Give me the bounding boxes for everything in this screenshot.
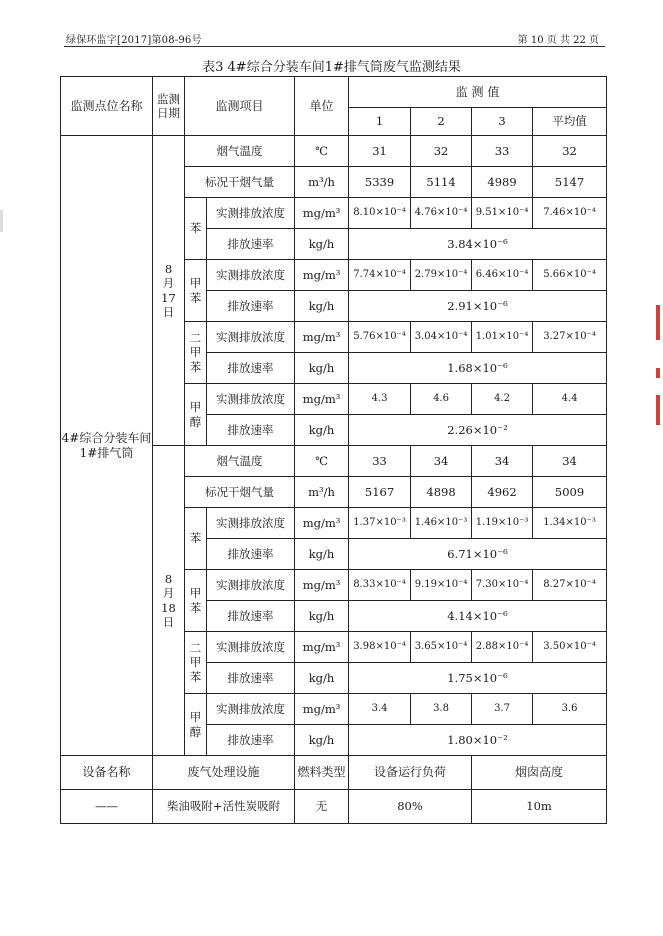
item-rate: 排放速率 bbox=[207, 725, 295, 756]
pollutant-methanol bbox=[185, 694, 207, 756]
pollutant-methanol bbox=[185, 384, 207, 446]
item-conc: 实测排放浓度 bbox=[207, 384, 295, 415]
unit-temp: ℃ bbox=[295, 136, 349, 167]
value-cell: 34 bbox=[533, 446, 607, 477]
item-conc: 实测排放浓度 bbox=[207, 260, 295, 291]
pollutant-toluene bbox=[185, 260, 207, 322]
date-cell-char: 月 bbox=[162, 276, 175, 291]
pollutant-methanol-char: 甲 bbox=[189, 710, 202, 725]
item-rate: 排放速率 bbox=[207, 539, 295, 570]
item-rate: 排放速率 bbox=[207, 663, 295, 694]
unit-flow: m³/h bbox=[295, 477, 349, 508]
table-row bbox=[61, 136, 607, 167]
equip-height: 10m bbox=[472, 790, 607, 824]
value-cell: 3.98×10⁻⁴ bbox=[349, 632, 411, 663]
item-conc: 实测排放浓度 bbox=[207, 198, 295, 229]
value-cell: 31 bbox=[349, 136, 411, 167]
pollutant-xylene bbox=[185, 322, 207, 384]
equip-fuel-header: 燃料类型 bbox=[295, 756, 349, 790]
value-cell: 5.76×10⁻⁴ bbox=[349, 322, 411, 353]
date-cell-char: 8 bbox=[164, 261, 173, 276]
col-item-header: 监测项目 bbox=[185, 77, 295, 136]
equip-fuel: 无 bbox=[295, 790, 349, 824]
value-cell: 3.4 bbox=[349, 694, 411, 725]
scan-edge-mark bbox=[0, 210, 3, 232]
page-info: 第 10 页 共 22 页 bbox=[517, 35, 599, 46]
value-cell: 4.3 bbox=[349, 384, 411, 415]
date-cell-char: 日 bbox=[162, 614, 175, 629]
unit-rate: kg/h bbox=[295, 353, 349, 384]
value-cell: 1.37×10⁻³ bbox=[349, 508, 411, 539]
value-cell: 1.01×10⁻⁴ bbox=[472, 322, 533, 353]
value-cell: 8.33×10⁻⁴ bbox=[349, 570, 411, 601]
rate-value: 4.14×10⁻⁶ bbox=[349, 601, 607, 632]
value-cell: 4989 bbox=[472, 167, 533, 198]
monitoring-results-table bbox=[60, 76, 607, 824]
date-cell-char: 月 bbox=[162, 586, 175, 601]
value-cell: 8.10×10⁻⁴ bbox=[349, 198, 411, 229]
unit-rate: kg/h bbox=[295, 725, 349, 756]
pollutant-xylene-char: 二 bbox=[189, 330, 202, 345]
unit-rate: kg/h bbox=[295, 291, 349, 322]
rate-value: 1.80×10⁻² bbox=[349, 725, 607, 756]
value-cell: 4898 bbox=[411, 477, 472, 508]
unit-conc: mg/m³ bbox=[295, 260, 349, 291]
value-cell: 4.76×10⁻⁴ bbox=[411, 198, 472, 229]
item-flow: 标况干烟气量 bbox=[185, 477, 295, 508]
pollutant-xylene-char: 苯 bbox=[189, 359, 202, 374]
pollutant-toluene bbox=[185, 570, 207, 632]
equip-height-header: 烟囱高度 bbox=[472, 756, 607, 790]
value-cell: 1.34×10⁻³ bbox=[533, 508, 607, 539]
value-cell: 3.65×10⁻⁴ bbox=[411, 632, 472, 663]
report-number: 绿保环监字[2017]第08-96号 bbox=[66, 35, 202, 46]
table-row bbox=[61, 77, 607, 108]
pollutant-xylene bbox=[185, 632, 207, 694]
rate-value: 2.26×10⁻² bbox=[349, 415, 607, 446]
value-cell: 4.6 bbox=[411, 384, 472, 415]
unit-rate: kg/h bbox=[295, 601, 349, 632]
pollutant-benzene bbox=[185, 508, 207, 570]
value-cell: 34 bbox=[472, 446, 533, 477]
pollutant-xylene-char: 苯 bbox=[189, 669, 202, 684]
unit-conc: mg/m³ bbox=[295, 570, 349, 601]
col-c1-header: 1 bbox=[349, 108, 411, 136]
value-cell: 1.46×10⁻³ bbox=[411, 508, 472, 539]
unit-conc: mg/m³ bbox=[295, 384, 349, 415]
rate-value: 1.68×10⁻⁶ bbox=[349, 353, 607, 384]
scan-edge-mark bbox=[656, 395, 660, 425]
unit-conc: mg/m³ bbox=[295, 508, 349, 539]
pollutant-benzene bbox=[185, 198, 207, 260]
equip-treatment-header: 废气处理设施 bbox=[153, 756, 295, 790]
equip-load: 80% bbox=[349, 790, 472, 824]
item-conc: 实测排放浓度 bbox=[207, 570, 295, 601]
date-cell-char: 17 bbox=[161, 290, 176, 305]
item-rate: 排放速率 bbox=[207, 291, 295, 322]
value-cell: 3.27×10⁻⁴ bbox=[533, 322, 607, 353]
item-rate: 排放速率 bbox=[207, 415, 295, 446]
value-cell: 9.19×10⁻⁴ bbox=[411, 570, 472, 601]
date-cell-char: 日 bbox=[162, 304, 175, 319]
value-cell: 2.79×10⁻⁴ bbox=[411, 260, 472, 291]
rate-value: 2.91×10⁻⁶ bbox=[349, 291, 607, 322]
item-conc: 实测排放浓度 bbox=[207, 508, 295, 539]
value-cell: 4962 bbox=[472, 477, 533, 508]
value-cell: 4.4 bbox=[533, 384, 607, 415]
unit-conc: mg/m³ bbox=[295, 632, 349, 663]
value-cell: 4.2 bbox=[472, 384, 533, 415]
col-unit-header: 单位 bbox=[295, 77, 349, 136]
pollutant-methanol-char: 醇 bbox=[189, 414, 202, 429]
value-cell: 3.7 bbox=[472, 694, 533, 725]
unit-rate: kg/h bbox=[295, 229, 349, 260]
date-cell bbox=[153, 446, 185, 756]
rate-value: 1.75×10⁻⁶ bbox=[349, 663, 607, 694]
scan-edge-mark bbox=[656, 368, 660, 378]
item-flow: 标况干烟气量 bbox=[185, 167, 295, 198]
value-cell: 5147 bbox=[533, 167, 607, 198]
value-cell: 32 bbox=[533, 136, 607, 167]
unit-flow: m³/h bbox=[295, 167, 349, 198]
item-conc: 实测排放浓度 bbox=[207, 322, 295, 353]
item-conc: 实测排放浓度 bbox=[207, 632, 295, 663]
unit-conc: mg/m³ bbox=[295, 694, 349, 725]
pollutant-xylene-char: 甲 bbox=[189, 655, 202, 670]
header-divider bbox=[64, 46, 605, 47]
value-cell: 7.46×10⁻⁴ bbox=[533, 198, 607, 229]
value-cell: 3.8 bbox=[411, 694, 472, 725]
item-temp: 烟气温度 bbox=[185, 136, 295, 167]
value-cell: 3.04×10⁻⁴ bbox=[411, 322, 472, 353]
item-rate: 排放速率 bbox=[207, 353, 295, 384]
value-cell: 5.66×10⁻⁴ bbox=[533, 260, 607, 291]
value-cell: 6.46×10⁻⁴ bbox=[472, 260, 533, 291]
pollutant-benzene-char: 苯 bbox=[189, 531, 202, 546]
value-cell: 5167 bbox=[349, 477, 411, 508]
col-values-header: 监 测 值 bbox=[349, 77, 607, 108]
pollutant-toluene-char: 甲 bbox=[189, 276, 202, 291]
value-cell: 5009 bbox=[533, 477, 607, 508]
equip-name-header: 设备名称 bbox=[61, 756, 153, 790]
col-avg-header: 平均值 bbox=[533, 108, 607, 136]
rate-value: 3.84×10⁻⁶ bbox=[349, 229, 607, 260]
table-caption: 表3 4#综合分装车间1#排气筒废气监测结果 bbox=[202, 60, 461, 75]
value-cell: 5339 bbox=[349, 167, 411, 198]
item-rate: 排放速率 bbox=[207, 229, 295, 260]
value-cell: 7.30×10⁻⁴ bbox=[472, 570, 533, 601]
col-location-header: 监测点位名称 bbox=[61, 77, 153, 136]
date-cell-char: 18 bbox=[161, 600, 176, 615]
pollutant-toluene-char: 甲 bbox=[189, 586, 202, 601]
col-date-header: 监测日期 bbox=[153, 77, 185, 136]
value-cell: 2.88×10⁻⁴ bbox=[472, 632, 533, 663]
value-cell: 33 bbox=[472, 136, 533, 167]
item-rate: 排放速率 bbox=[207, 601, 295, 632]
value-cell: 32 bbox=[411, 136, 472, 167]
unit-rate: kg/h bbox=[295, 663, 349, 694]
unit-temp: ℃ bbox=[295, 446, 349, 477]
value-cell: 5114 bbox=[411, 167, 472, 198]
unit-conc: mg/m³ bbox=[295, 322, 349, 353]
col-c2-header: 2 bbox=[411, 108, 472, 136]
col-c3-header: 3 bbox=[472, 108, 533, 136]
value-cell: 8.27×10⁻⁴ bbox=[533, 570, 607, 601]
pollutant-benzene-char: 苯 bbox=[189, 221, 202, 236]
table-row bbox=[61, 756, 607, 790]
table-row bbox=[61, 790, 607, 824]
location-cell: 4#综合分装车间 1#排气筒 bbox=[61, 136, 153, 756]
value-cell: 7.74×10⁻⁴ bbox=[349, 260, 411, 291]
equip-name: —— bbox=[61, 790, 153, 824]
pollutant-xylene-char: 甲 bbox=[189, 345, 202, 360]
date-cell-char: 8 bbox=[164, 571, 173, 586]
pollutant-toluene-char: 苯 bbox=[189, 290, 202, 305]
unit-rate: kg/h bbox=[295, 415, 349, 446]
equip-treatment: 柴油吸附+活性炭吸附 bbox=[153, 790, 295, 824]
value-cell: 3.6 bbox=[533, 694, 607, 725]
unit-rate: kg/h bbox=[295, 539, 349, 570]
value-cell: 9.51×10⁻⁴ bbox=[472, 198, 533, 229]
value-cell: 3.50×10⁻⁴ bbox=[533, 632, 607, 663]
equip-load-header: 设备运行负荷 bbox=[349, 756, 472, 790]
value-cell: 34 bbox=[411, 446, 472, 477]
pollutant-toluene-char: 苯 bbox=[189, 600, 202, 615]
value-cell: 1.19×10⁻³ bbox=[472, 508, 533, 539]
pollutant-methanol-char: 醇 bbox=[189, 724, 202, 739]
pollutant-xylene-char: 二 bbox=[189, 640, 202, 655]
rate-value: 6.71×10⁻⁶ bbox=[349, 539, 607, 570]
pollutant-methanol-char: 甲 bbox=[189, 400, 202, 415]
item-temp: 烟气温度 bbox=[185, 446, 295, 477]
scan-edge-mark bbox=[656, 305, 660, 340]
item-conc: 实测排放浓度 bbox=[207, 694, 295, 725]
date-cell bbox=[153, 136, 185, 446]
value-cell: 33 bbox=[349, 446, 411, 477]
unit-conc: mg/m³ bbox=[295, 198, 349, 229]
